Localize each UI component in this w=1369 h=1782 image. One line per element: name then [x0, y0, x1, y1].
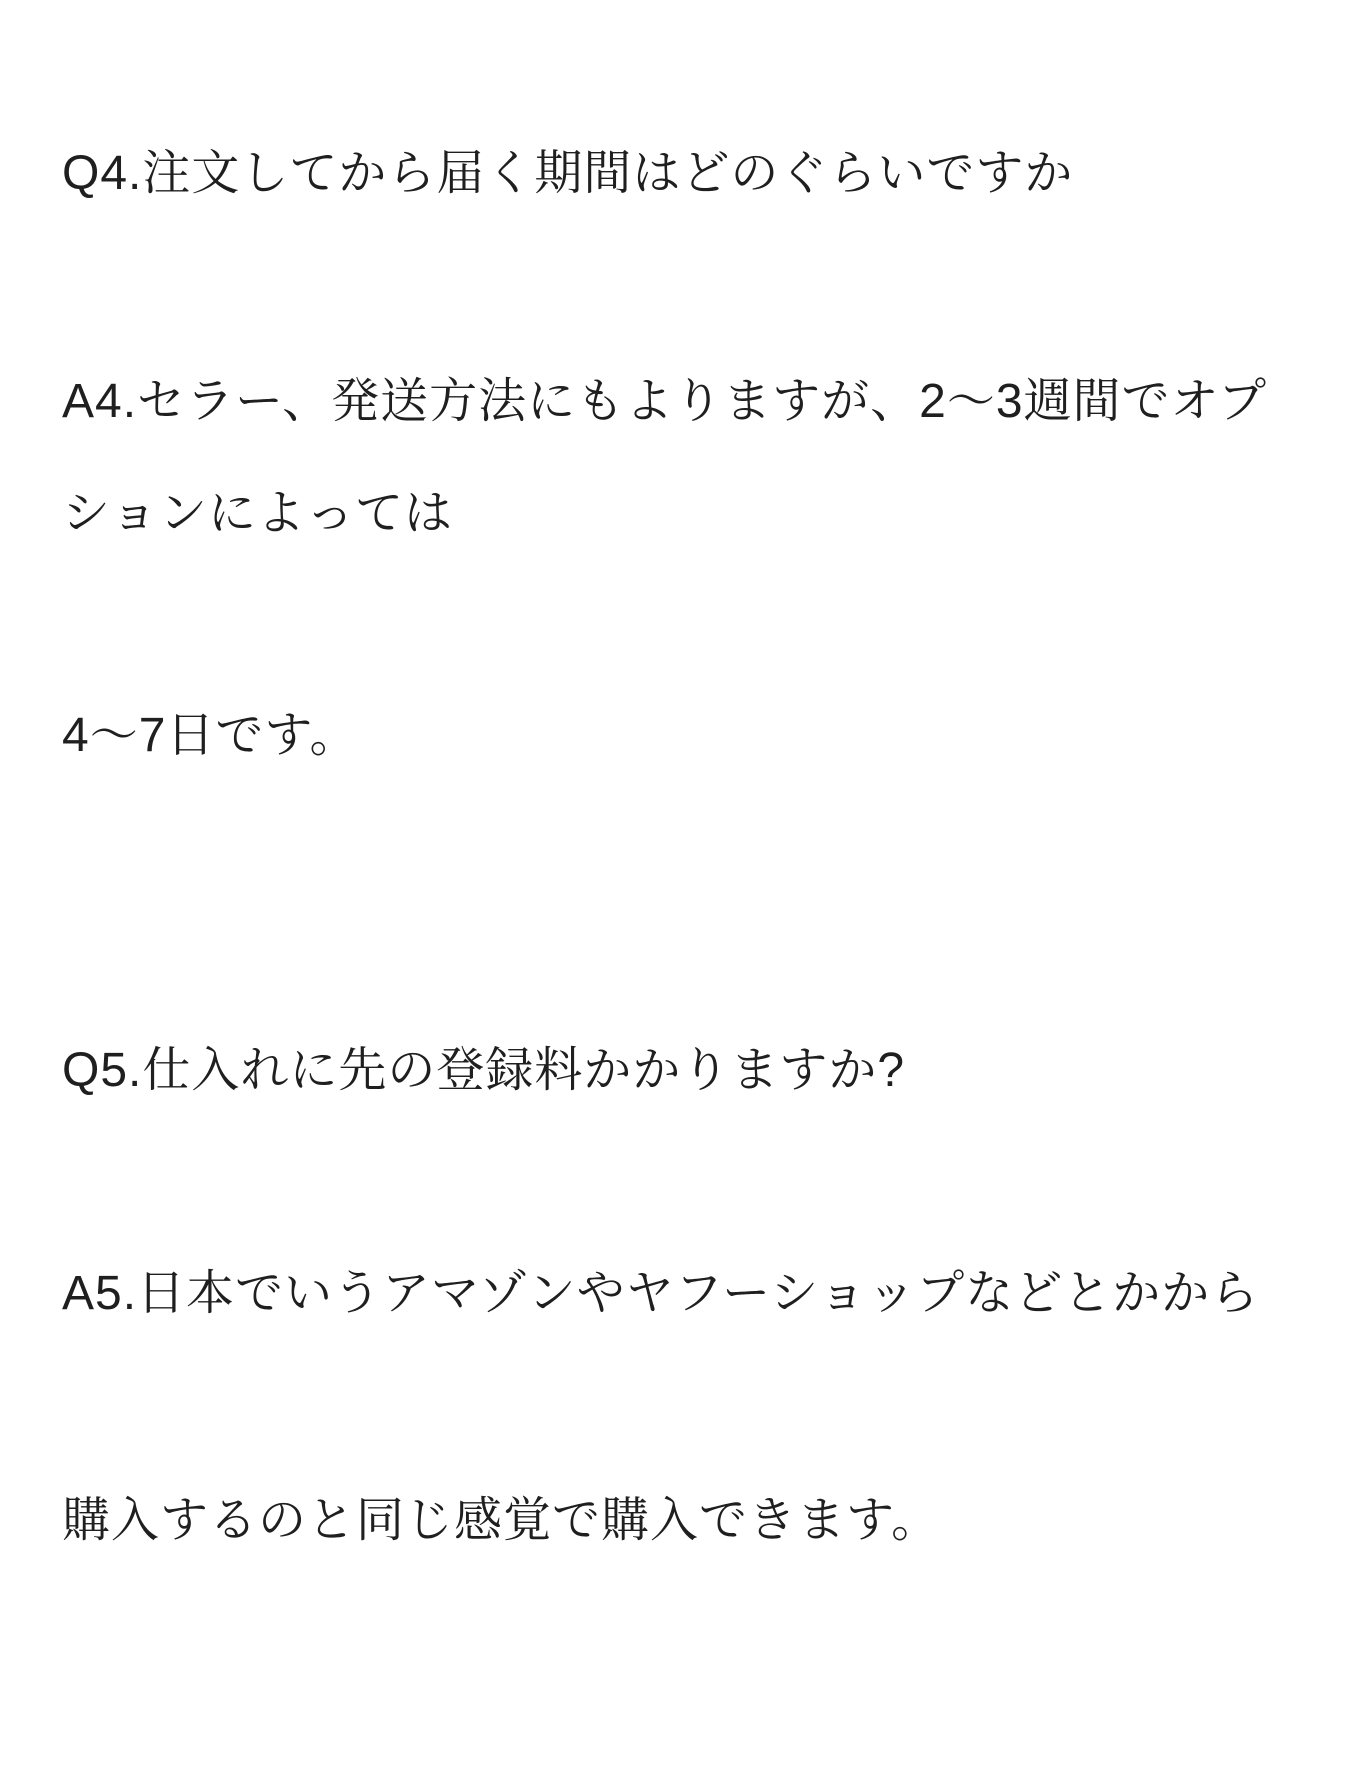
question-q4-text: Q4.注文してから届く期間はどのぐらいですか: [62, 147, 1074, 200]
answer-a4-text-line-1: A4.セラー、発送方法にもよりますが、2〜3週間でオプ: [62, 375, 1268, 428]
answer-a5-text-line-2: 購入するのと同じ感覚で購入できます。: [62, 1494, 941, 1547]
answer-a4-text-line-2: ションによっては: [62, 487, 454, 540]
answer-a4-text-line-3: 4〜7日です。: [62, 709, 359, 762]
answer-a5-text-line-1: A5.日本でいうアマゾンやヤフーショップなどとかから: [62, 1267, 1260, 1320]
question-q5-text: Q5.仕入れに先の登録料かかりますか?: [62, 1044, 906, 1097]
